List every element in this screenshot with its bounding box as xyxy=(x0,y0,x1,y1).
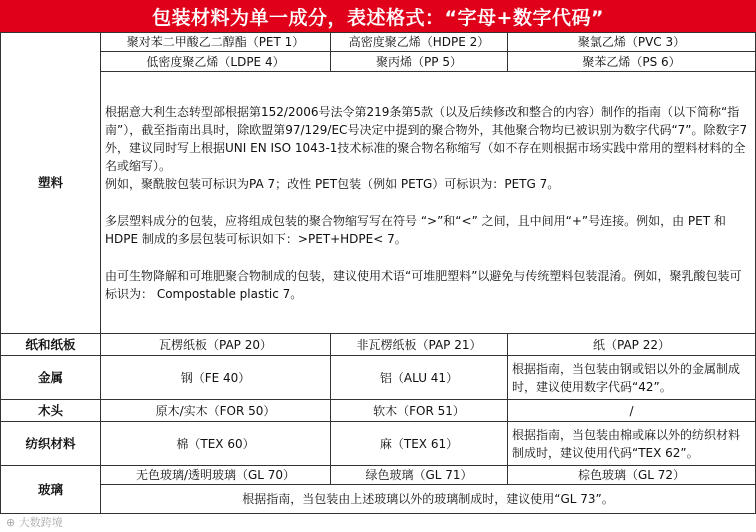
table-row xyxy=(1,334,756,356)
wood-empty-cell: / xyxy=(508,400,756,422)
material-for51: 软木（FOR 51） xyxy=(331,400,508,422)
material-gl72: 棕色玻璃（GL 72） xyxy=(508,466,756,485)
material-pap20: 瓦楞纸板（PAP 20） xyxy=(101,334,331,356)
table-title: 包装材料为单一成分，表述格式：“字母+数字代码” xyxy=(0,0,756,32)
material-pap22: 纸（PAP 22） xyxy=(508,334,756,356)
table-row xyxy=(1,356,756,400)
category-plastic: 塑料 xyxy=(1,33,101,334)
table-row xyxy=(1,400,756,422)
material-tex61: 麻（TEX 61） xyxy=(331,422,508,466)
table-row xyxy=(1,466,756,485)
material-fe40: 钢（FE 40） xyxy=(101,356,331,400)
material-hdpe: 高密度聚乙烯（HDPE 2） xyxy=(331,33,508,52)
material-for50: 原木/实木（FOR 50） xyxy=(101,400,331,422)
category-wood: 木头 xyxy=(1,400,101,422)
category-glass: 玻璃 xyxy=(1,466,101,514)
material-gl70: 无色玻璃/透明玻璃（GL 70） xyxy=(101,466,331,485)
watermark-text: 大数跨境 xyxy=(18,516,63,529)
material-pp: 聚丙烯（PP 5） xyxy=(331,52,508,72)
material-alu41: 铝（ALU 41） xyxy=(331,356,508,400)
glass-note: 根据指南，当包装由上述玻璃以外的玻璃制成时，建议使用“GL 73”。 xyxy=(101,485,756,514)
textile-note: 根据指南，当包装由棉或麻以外的纺织材料制成时，建议使用代码“TEX 62”。 xyxy=(508,422,756,466)
category-paper: 纸和纸板 xyxy=(1,334,101,356)
plastic-paragraph-guideline: 根据意大利生态转型部根据第152/2006号法令第219条第5款（以及后续修改和整合的内容）制作的指南（以下简称“指南”），截至指南出具时，除欧盟第97/129/EC号决定中提到的聚合物外，其他聚合物均已被识别为数字代码“7”。除数字7外，建议同时写上根据UNI EN ISO 1043-1技术标准的聚合物名称缩写（如不存在则根据市场实践中常用的塑料材料的全名或缩写）。 xyxy=(105,104,748,173)
category-textile: 纺织材料 xyxy=(1,422,101,466)
material-pvc: 聚氯乙烯（PVC 3） xyxy=(508,33,756,52)
watermark xyxy=(6,514,63,530)
material-tex60: 棉（TEX 60） xyxy=(101,422,331,466)
material-ps: 聚苯乙烯（PS 6） xyxy=(508,52,756,72)
plastic-description xyxy=(101,72,756,334)
material-ldpe: 低密度聚乙烯（LDPE 4） xyxy=(101,52,331,72)
metal-note: 根据指南，当包装由钢或铝以外的金属制成时，建议使用数字代码“42”。 xyxy=(508,356,756,400)
table-row xyxy=(1,72,756,334)
category-metal: 金属 xyxy=(1,356,101,400)
material-pap21: 非瓦楞纸板（PAP 21） xyxy=(331,334,508,356)
packaging-code-table xyxy=(0,32,756,514)
table-row xyxy=(1,52,756,72)
watermark-logo-icon: ⊕ xyxy=(6,516,19,529)
material-gl71: 绿色玻璃（GL 71） xyxy=(331,466,508,485)
table-row xyxy=(1,485,756,514)
plastic-paragraph-example: 例如，聚酰胺包装可标识为PA 7；改性 PET包装（例如 PETG）可标识为：PETG 7。 xyxy=(105,176,560,191)
table-row xyxy=(1,33,756,52)
material-pet: 聚对苯二甲酸乙二醇酯（PET 1） xyxy=(101,33,331,52)
table-row xyxy=(1,422,756,466)
plastic-paragraph-compostable: 由可生物降解和可堆肥聚合物制成的包装，建议使用术语“可堆肥塑料”以避免与传统塑料包装混淆。例如，聚乳酸包装可标识为： Compostable plastic 7。 xyxy=(105,268,742,301)
plastic-paragraph-multilayer: 多层塑料成分的包装，应将组成包装的聚合物缩写写在符号 “>”和“<” 之间，且中间用“+”号连接。例如，由 PET 和 HDPE 制成的多层包装可标识如下：>PET+HDPE< 7。 xyxy=(105,213,726,246)
